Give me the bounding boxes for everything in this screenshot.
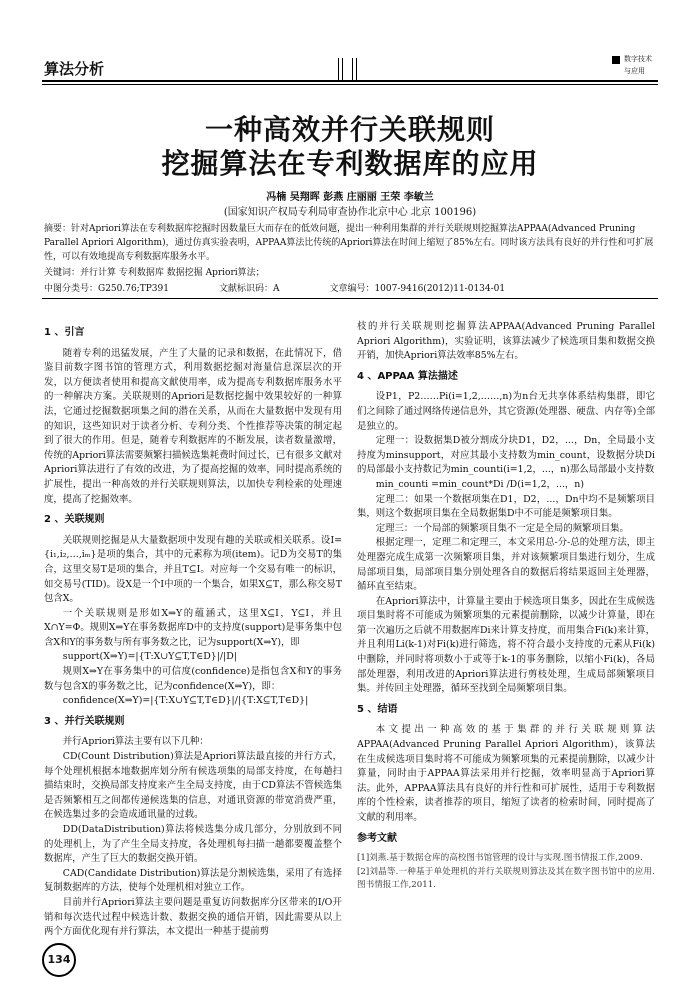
paragraph: 并行Apriori算法主要有以下几种： xyxy=(62,736,209,748)
section-heading: 1 、引言 xyxy=(44,327,85,338)
section-heading: 2 、关联规则 xyxy=(44,514,105,526)
formula: confidence(X⇒Y)=|{T:X∪Y⊆T,T∈D}|/|{T:X⊆T,T∈D}| xyxy=(62,695,309,707)
article-number: 文章编号：1007-9416(2012)11-0134-01 xyxy=(329,284,506,294)
paragraph: 目前并行Apriori算法主要问题是重复访问数据库分区带来的I/O开销和每次迭代过程中候选计数、数据交换的通信开销，因此需要从以上两个方面优化现有并行算法，本文提出一种基于提前剪 xyxy=(44,896,342,938)
paragraph: 设P1，P2……Pi(i=1,2,……,n)为n台无共享体系结构集群，即它们之间除了通过网络传递信息外，其它资源(处理器、硬盘、内存等)全部是独立的。 xyxy=(357,391,655,432)
paragraph: 关联规则挖掘是从大量数据项中发现有趣的关联或相关联系。设I={i₁,i₂,…,iₘ}是项的集合，其中的元素称为项(item)。记D为交易T的集合，这里交易T是项的集合，并且T⊆I。对应每一个交易有唯一的标识，如交易号(TID)。设X是一个I中项的一个集合，如果X⊆T，那么称交易T包含X。 xyxy=(44,534,342,605)
paragraph: CAD(Candidate Distribution)算法是分割候选集，采用了有选择复制数据库的方法，使每个处理机相对独立工作。 xyxy=(44,867,342,894)
header-rule xyxy=(42,80,658,82)
paper-title-line1: 一种高效并行关联规则 xyxy=(204,113,495,146)
formula: min_counti =min_count*Di /D(i=1,2，...，n) xyxy=(375,478,584,490)
header-rule-thin xyxy=(42,84,658,85)
paragraph: 随着专利的迅猛发展，产生了大量的记录和数据，在此情况下，借鉴目前数字图书馆的管理方式，利用数据挖掘对海量信息深层次的开发，以方便读者使用和提高文献使用率，成为提高专利数据库服务水平的一种解决方案。关联规则的Apriori是数据挖掘中效果较好的一种算法，它通过挖掘数据项集之间的潜在关系，从而在大量数据中发现有用的知识，这些知识对于读者分析、专利分类、个性推荐等决策的制定起到了很大的作用。但是，随着专利数据库的不断发展，读者数量激增，传统的Apriori算法需要频繁扫描候选集耗费时间过长，已有很多文献对Apriori算法进行了有效的改进，为了提高挖掘的效率，同时提高系统的扩展性，提出一种高效的并行关联规则算法，以加快专利检索的处理速度，提高了挖掘效率。 xyxy=(44,347,342,505)
paragraph: 枝的并行关联规则挖掘算法APPAA(Advanced Pruning Parallel Apriori Algorithm)，实验证明，该算法减少了候选项目集和数据交换开销，加快Apriori算法效率85%左右。 xyxy=(357,321,655,362)
keywords: 关键词：并行计算 专利数据库 数据挖掘 Apriori算法； xyxy=(44,268,265,278)
header-divider xyxy=(338,58,343,80)
section-heading: 3 、并行关联规则 xyxy=(44,715,125,727)
classification-meta xyxy=(44,281,656,294)
header-divider xyxy=(352,58,357,80)
meta-rule xyxy=(42,298,658,299)
clc-number: 中图分类号：G250.76;TP391 xyxy=(44,284,169,294)
affiliation: (国家知识产权局专利局审查协作北京中心 北京 100196) xyxy=(223,207,477,218)
paper-title-line2: 挖掘算法在专利数据库的应用 xyxy=(161,147,539,180)
abstract: 摘要：针对Apriori算法在专利数据库挖掘时因数量巨大而存在的低效问题，提出一种利用集群的并行关联规则挖掘算法APPAA(Advanced Pruning Parallel Apriori Algorithm)，通过仿真实验表明，APPAA算法比传统的Apriori算法在时间上缩短了85%左右。同时该方法具有良好的并行性和可扩展性，可以有效地提高专利数据库服务水平。 xyxy=(44,224,654,262)
author-list: 冯楠 吴翔晖 彭燕 庄丽丽 王荣 李敏兰 xyxy=(266,192,434,203)
paragraph: 定理三：一个局部的频繁项目集不一定是全局的频繁项目集。 xyxy=(375,522,629,534)
formula: support(X⇒Y)=|{T:X∪Y⊆T,T∈D}|/|D| xyxy=(62,651,237,663)
document-code: 文献标识码：A xyxy=(218,284,280,294)
paragraph: 在Apriori算法中，计算量主要由于候选项目集多，因此在生成候选项目集时将不可能成为频繁项集的元素提前删除，以减少计算量，即在第一次遍历之后就不用数据库Di来计算支持度，而用集合Fi(k)来计算，并且利用Li(k-1)对Fi(k)进行筛选，将不符合最小支持度的元素从Fi(k)中删除，并同时将项数小于或等于k-1的事务删除，以缩小Fi(k)，各局部处理器，利用改进的Apriori算法进行剪枝处理，生成局部频繁项目集。并传回主处理器，循环至找到全局频繁项目集。 xyxy=(357,595,655,695)
page-number: 134 xyxy=(42,943,76,977)
left-column xyxy=(44,320,342,940)
paragraph: 规则X⇒Y在事务集中的可信度(confidence)是指包含X和Y的事务数与包含X的事务数之比，记为confidence(X⇒Y)，即： xyxy=(44,666,342,692)
paragraph: 定理二：如果一个数据项集在D1，D2，...，Dn中均不是频繁项目集，则这个数据项目集在全局数据集D中不可能是频繁项目集。 xyxy=(357,493,655,520)
right-column xyxy=(357,320,655,893)
journal-logo xyxy=(612,52,658,82)
paragraph: 本文提出一种高效的基于集群的并行关联规则算法APPAA(Advanced Pruning Parallel Apriori Algorithm)，该算法在生成候选项目集时将不可能成为频繁项集的元素提前删除，以减少计算量，同时由于APPAA算法采用并行挖掘，效率明显高于Apriori算法。此外，APPAA算法具有良好的并行性和可扩展性，适用于专利数据库的个性检索，读者推荐的项目，缩短了读者的检索时间，同时提高了文献的利用率。 xyxy=(357,724,655,823)
section-heading: 5 、结语 xyxy=(357,703,398,715)
paragraph: 定理一：设数据集D被分割成分块D1，D2，...，Dn，全局最小支持度为minsupport，对应其最小支持数为min_count，设数据分块Di的局部最小支持数记为min_counti(i=1,2，...，n)那么局部最小支持数 xyxy=(357,435,655,476)
reference-item: [1]刘燕.基于数据仓库的高校图书馆管理的设计与实现.图书情报工作,2009. xyxy=(357,853,643,864)
paragraph: 根据定理一，定理二和定理三，本文采用总-分-总的处理方法，即主处理器完成生成第一次频繁项目集，并对该频繁项目集进行划分，生成局部项目集，局部项目集分别处理各自的数据后将结果返回主处理器，循环直至结束。 xyxy=(357,537,655,593)
reference-item: [2]刘晶等.一种基于单处理机的并行关联规则算法及其在数字图书馆中的应用.图书情报工作,2011. xyxy=(357,866,655,891)
paragraph: DD(DataDistribution)算法将候选集分成几部分，分别放到不同的处理机上，为了产生全局支持度，各处理机每扫描一趟都要覆盖整个数据库，产生了巨大的数据交换开销。 xyxy=(44,824,342,865)
logo-icon xyxy=(612,56,620,64)
section-heading: 4 、APPAA 算法描述 xyxy=(357,370,458,382)
logo-line2: 与应用 xyxy=(624,67,645,75)
section-header: 算法分析 xyxy=(44,60,105,78)
paragraph: CD(Count Distribution)算法是Apriori算法最直接的并行方式，每个处理机根据本地数据库划分所有候选项集的局部支持度，在每趟扫描结束时，交换局部支持度来产生全局支持度，由于CD算法不管候选集是否频繁相互之间都传递候选集的信息，对通讯资源的带宽消费严重，在候选集过多的会造成通讯量的过载。 xyxy=(44,751,342,821)
logo-line1: 数字技术 xyxy=(624,55,652,63)
paragraph: 一个关联规则是形如X⇒Y的蕴涵式，这里X⊆I，Y⊆I，并且X∩Y=Φ。规则X⇒Y在事务数据库D中的支持度(support)是事务集中包含X和Y的事务数与所有事务数之比，记为support(X⇒Y)，即 xyxy=(44,607,342,648)
references-heading: 参考文献 xyxy=(357,832,397,844)
